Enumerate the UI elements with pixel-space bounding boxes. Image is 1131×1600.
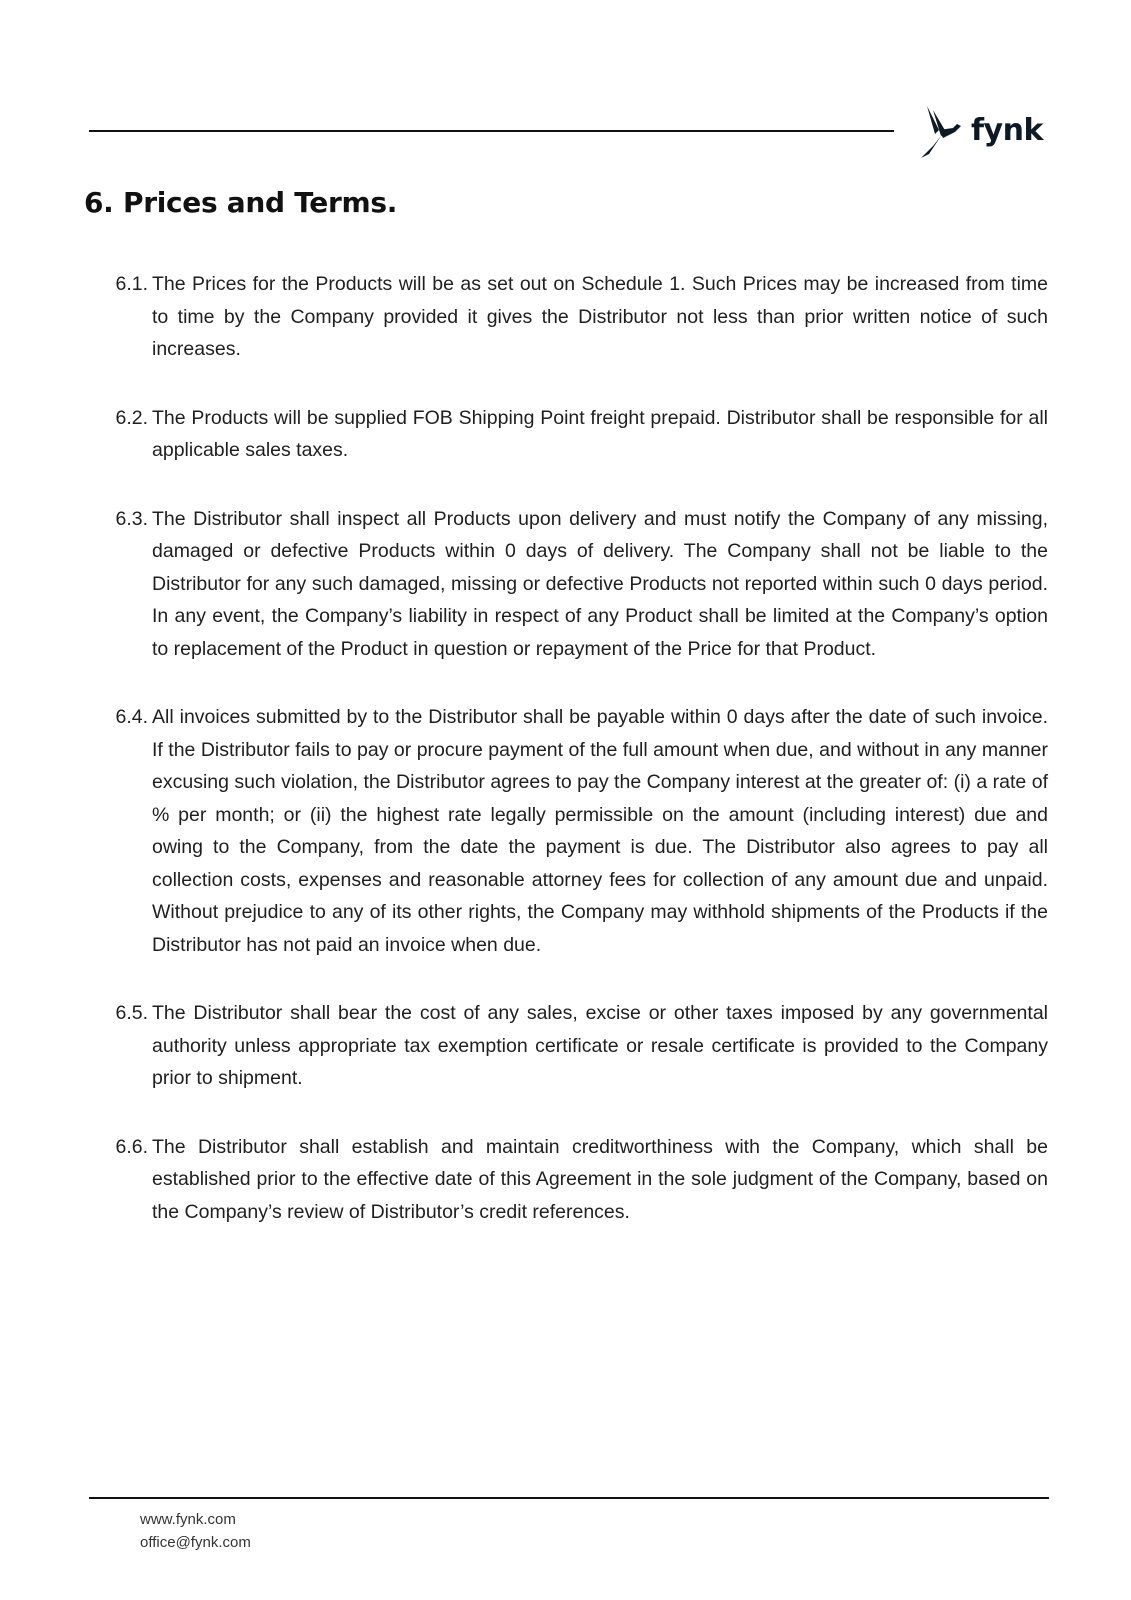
clause-number: 6.1.	[115, 273, 148, 295]
clause-text: The Prices for the Products will be as set out on Schedule 1. Such Prices may be increased from time to time by the Company provided it gives the Distributor not less than prior written notice of such increases.	[152, 273, 1048, 360]
footer-divider	[89, 1497, 1049, 1499]
clause-text: All invoices submitted by to the Distributor shall be payable within 0 days after the date of such invoice. If the Distributor fails to pay or procure payment of the full amount when due, and without in any manner excusing such violation, the Distributor agrees to pay the Company interest at the greater of: (i) a rate of % per month; or (ii) the highest rate legally permissible on the amount (including interest) due and owing to the Company, from the date the payment is due. The Distributor also agrees to pay all collection costs, expenses and reasonable attorney fees for collection of any amount due and unpaid. Without prejudice to any of its other rights, the Company may withhold shipments of the Products if the Distributor has not paid an invoice when due.	[152, 706, 1048, 956]
clause-text: The Products will be supplied FOB Shipping Point freight prepaid. Distributor shall be responsible for all applicable sales taxes.	[152, 406, 1048, 461]
section-title: 6. Prices and Terms.	[84, 186, 398, 219]
header-divider	[89, 130, 894, 132]
clause-number: 6.4.	[115, 706, 148, 728]
clause-number: 6.3.	[115, 507, 148, 530]
clause-6-3	[100, 503, 1048, 666]
footer-website-link[interactable]: www.fynk.com	[140, 1511, 236, 1528]
clause-text: The Distributor shall establish and maintain creditworthiness with the Company, which shall be established prior to the effective date of this Agreement in the sole judgment of the Company, based on the Company’s review of Distributor’s credit references.	[152, 1135, 1048, 1223]
clause-text: The Distributor shall inspect all Products upon delivery and must notify the Company of any missing, damaged or defective Products within 0 days of delivery. The Company shall not be liable to the Distributor for any such damaged, missing or defective Products not reported within such 0 days period. In any event, the Company’s liability in respect of any Product shall be limited at the Company’s option to replacement of the Product in question or repayment of the Price for that Product.	[152, 507, 1048, 660]
clause-list	[100, 268, 1048, 1264]
clause-6-5	[100, 997, 1048, 1095]
clause-number: 6.5.	[115, 1002, 148, 1024]
clause-number: 6.6.	[115, 1135, 148, 1158]
clause-6-4	[100, 701, 1048, 961]
clause-text: The Distributor shall bear the cost of any sales, excise or other taxes imposed by any governmental authority unless appropriate tax exemption certificate or resale certificate is provided to the Company prior to shipment.	[152, 1002, 1048, 1089]
footer-email-link[interactable]: office@fynk.com	[140, 1534, 251, 1551]
brand-name: fynk	[971, 112, 1043, 148]
brand-logo	[919, 104, 1049, 162]
clause-6-2	[100, 402, 1048, 467]
clause-6-6	[100, 1131, 1048, 1229]
clause-number: 6.2.	[115, 406, 148, 429]
fynk-bird-logo-icon	[919, 104, 969, 162]
footer-contact	[140, 1508, 251, 1554]
clause-6-1	[100, 268, 1048, 366]
